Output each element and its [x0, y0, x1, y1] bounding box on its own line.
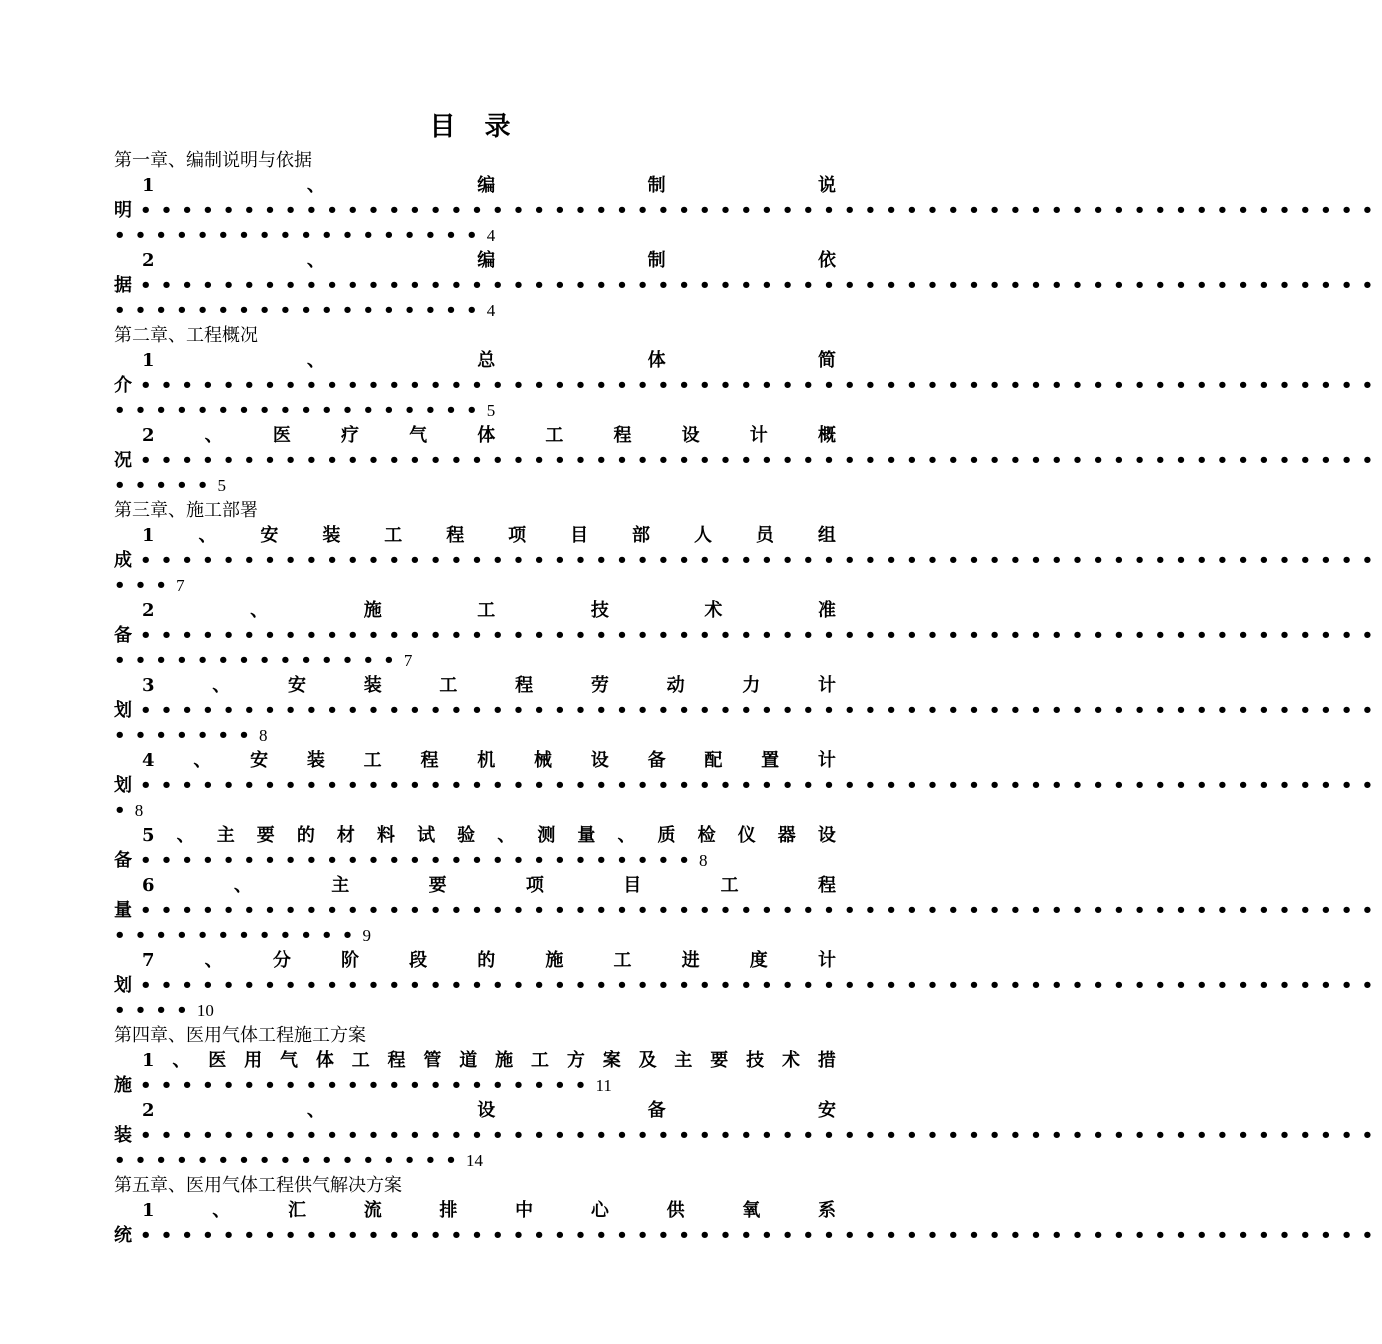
toc-entry-title-part: 技: [746, 1050, 765, 1071]
toc-entry-title-part: 项: [508, 525, 527, 546]
toc-entry-title-part: 分: [272, 950, 291, 971]
toc-entry-title-end: 介: [114, 375, 132, 396]
toc-entry-title-part: 配: [704, 750, 723, 771]
toc-entry-title-part: 主: [331, 875, 350, 896]
toc-entry-title-part: 医: [208, 1050, 227, 1071]
toc-entry-title-part: 要: [710, 1050, 729, 1071]
toc-entry-title-part: 员: [755, 525, 774, 546]
toc-entry-title-part: 系: [818, 1200, 836, 1221]
toc-page-number: 7: [176, 576, 185, 595]
toc-entry-title-part: 、: [193, 750, 212, 771]
toc-entry-title-part: 、: [198, 525, 217, 546]
toc-entry-title-part: 装: [363, 675, 382, 696]
toc-entry-page-line: [114, 1148, 836, 1173]
toc-entry-title-part: 装: [306, 750, 325, 771]
toc-entry-page-line: [114, 923, 836, 948]
toc-entry-title-part: 道: [459, 1050, 478, 1071]
toc-leader-dots: •••••••: [114, 725, 259, 746]
toc-entry-title-part: 1: [142, 525, 155, 546]
toc-leader-dots: ••••••••••••: [114, 925, 363, 946]
toc-entry-title-part: 检: [697, 825, 716, 846]
toc-entry-title-end: 据: [114, 275, 132, 296]
toc-leader-dots: ••••••••••••••••••••••••••••••••••••••••••••••••••••••••••••: [140, 275, 1382, 296]
toc-entry-title-part: 准: [818, 600, 836, 621]
toc-entry-title-part: 工: [363, 750, 382, 771]
toc-entry-title-part: 安: [250, 750, 269, 771]
toc-entry-title-part: 概: [817, 425, 836, 446]
table-of-contents: [114, 148, 1382, 1248]
toc-leader-dots: •••••••••••••••••••••••••••: [140, 850, 700, 871]
toc-entry-title-part: 备: [647, 1100, 666, 1121]
toc-entry-title-part: 阶: [340, 950, 359, 971]
toc-entry-title-part: 人: [693, 525, 712, 546]
toc-entry-title-part: 3: [142, 675, 155, 696]
toc-entry-title-part: 流: [363, 1200, 382, 1221]
toc-entry-title-part: 施: [363, 600, 382, 621]
toc-entry-title-line: [114, 348, 836, 373]
toc-entry-leader-line: [114, 623, 1382, 648]
toc-entry-title-part: 动: [666, 675, 685, 696]
toc-entry-title-part: 材: [336, 825, 355, 846]
toc-entry-page-line: [114, 648, 836, 673]
toc-entry-leader-line: [114, 848, 836, 873]
toc-leader-dots: ••••••••••••••••••••••: [140, 1075, 596, 1096]
toc-page-number: 4: [486, 226, 496, 245]
toc-leader-dots: •••: [114, 575, 177, 596]
toc-entry-page-line: [114, 723, 836, 748]
toc-entry-title-part: 、: [306, 350, 325, 371]
toc-entry-leader-line: [114, 198, 1382, 223]
toc-entry-title-line: [114, 948, 836, 973]
toc-entry-title-line: [114, 748, 836, 773]
toc-entry-title-part: 安: [287, 675, 306, 696]
toc-entry-title-part: 机: [477, 750, 496, 771]
toc-entry-title-part: 心: [590, 1200, 609, 1221]
toc-entry-title-part: 计: [817, 750, 836, 771]
toc-entry-title-part: 案: [602, 1050, 621, 1071]
toc-entry-page-line: [114, 998, 836, 1023]
toc-entry-title-part: 的: [477, 950, 496, 971]
toc-entry-title-part: 工: [351, 1050, 370, 1071]
toc-entry-title-part: 测: [537, 825, 556, 846]
toc-entry-title-part: 设: [477, 1100, 496, 1121]
toc-leader-dots: ••••••••••••••••••••••••••••••••••••••••••••••••••••••••••••: [140, 550, 1382, 571]
toc-entry-title-part: 2: [142, 1100, 155, 1121]
toc-page-number: 9: [362, 926, 371, 945]
toc-entry-title-part: 验: [457, 825, 476, 846]
toc-entry-title-part: 、: [306, 250, 325, 271]
toc-entry-title-part: 计: [818, 675, 836, 696]
toc-entry-title-part: 用: [244, 1050, 263, 1071]
toc-entry-title-part: 技: [590, 600, 609, 621]
toc-entry-title-part: 管: [423, 1050, 442, 1071]
toc-entry-title-line: [114, 423, 836, 448]
toc-entry-title-part: 工: [613, 950, 632, 971]
toc-entry-title-part: 说: [817, 175, 836, 196]
toc-page-number: 10: [196, 1001, 214, 1020]
toc-entry-title-part: 、: [497, 825, 516, 846]
toc-entry-leader-line: [114, 1223, 1382, 1248]
toc-entry-title-end: 施: [114, 1075, 132, 1096]
toc-entry-title-part: 术: [704, 600, 723, 621]
toc-page-number: 7: [403, 651, 413, 670]
toc-entry-title-part: 装: [322, 525, 341, 546]
toc-entry-title-part: 仪: [737, 825, 756, 846]
toc-entry-title-part: 工: [439, 675, 458, 696]
toc-entry-title-part: 编: [477, 175, 496, 196]
toc-entry-title-part: 排: [439, 1200, 458, 1221]
toc-entry-title-part: 程: [420, 750, 439, 771]
toc-page-number: 5: [217, 476, 227, 495]
toc-leader-dots: ••••••••••••••••••••••••••••••••••••••••••••••••••••••••••••: [140, 450, 1382, 471]
toc-entry-title-part: 程: [613, 425, 632, 446]
toc-entry-title-part: 1: [142, 1050, 155, 1071]
toc-entry-title-part: 7: [142, 950, 155, 971]
toc-entry-title-part: 进: [681, 950, 700, 971]
toc-entry-title-part: 施: [495, 1050, 514, 1071]
toc-entry-title-part: 主: [674, 1050, 693, 1071]
toc-entry-title-end: 装: [114, 1125, 132, 1146]
toc-entry-title-part: 、: [250, 600, 269, 621]
toc-entry-title-part: 、: [204, 425, 223, 446]
toc-entry-title-part: 工: [477, 600, 496, 621]
toc-entry-title-part: 计: [749, 425, 768, 446]
toc-entry-title-part: 要: [256, 825, 275, 846]
toc-entry-title-part: 施: [545, 950, 564, 971]
toc-entry-page-line: [114, 473, 836, 498]
toc-entry-title-end: 量: [114, 900, 132, 921]
toc-leader-dots: •••••: [114, 475, 218, 496]
toc-entry-title-part: 、: [172, 1050, 191, 1071]
toc-chapter-heading: 第五章、医用气体工程供气解决方案: [114, 1175, 402, 1196]
toc-entry-title-part: 制: [647, 175, 666, 196]
toc-entry-title-part: 量: [577, 825, 596, 846]
toc-entry-title-part: 1: [142, 1200, 155, 1221]
toc-entry-title-part: 体: [647, 350, 666, 371]
toc-entry-title-end: 况: [114, 450, 132, 471]
toc-entry-title-part: 医: [272, 425, 291, 446]
toc-entry-title-line: [114, 1048, 836, 1073]
toc-entry-page-line: [114, 298, 836, 323]
toc-leader-dots: ••••••••••••••••••••••••••••••••••••••••••••••••••••••••••••: [140, 1125, 1382, 1146]
toc-entry-title-end: 划: [114, 775, 132, 796]
toc-leader-dots: ••••••••••••••••••••••••••••••••••••••••••••••••••••••••••••: [140, 200, 1382, 221]
toc-entry-title-part: 、: [212, 1200, 231, 1221]
toc-entry-title-part: 氧: [742, 1200, 761, 1221]
toc-chapter-heading: 第三章、施工部署: [114, 500, 258, 521]
toc-entry-title-part: 劳: [590, 675, 609, 696]
toc-entry-title-part: 依: [817, 250, 836, 271]
toc-leader-dots: •••••••••••••••••: [114, 1150, 466, 1171]
toc-entry-title-part: 设: [681, 425, 700, 446]
toc-entry-title-part: 1: [142, 350, 155, 371]
toc-entry-title-line: [114, 1198, 836, 1223]
toc-entry-title-part: 1: [142, 175, 155, 196]
toc-entry-title-part: 工: [720, 875, 739, 896]
toc-entry-title-end: 备: [114, 625, 132, 646]
toc-page-number: 8: [699, 851, 708, 870]
toc-entry-title-part: 置: [761, 750, 780, 771]
toc-entry-title-part: 项: [525, 875, 544, 896]
toc-entry-title-line: [114, 523, 836, 548]
toc-leader-dots: ••••••••••••••••••••••••••••••••••••••••••••••••••••••••••••: [140, 1225, 1382, 1246]
toc-entry-title-part: 备: [647, 750, 666, 771]
toc-entry-title-part: 、: [176, 825, 195, 846]
toc-entry-leader-line: [114, 448, 1382, 473]
toc-entry-title-part: 目: [570, 525, 589, 546]
toc-entry-title-part: 工: [384, 525, 403, 546]
toc-entry-leader-line: [114, 698, 1382, 723]
toc-entry-title-part: 、: [306, 175, 325, 196]
toc-entry-title-part: 、: [204, 950, 223, 971]
toc-entry-title-part: 试: [417, 825, 436, 846]
toc-entry-title-line: [114, 873, 836, 898]
toc-entry-title-part: 供: [666, 1200, 685, 1221]
toc-entry-leader-line: [114, 273, 1382, 298]
toc-chapter-heading: 第四章、医用气体工程施工方案: [114, 1025, 366, 1046]
toc-leader-dots: ••••••••••••••••••: [114, 400, 487, 421]
toc-entry-page-line: [114, 398, 836, 423]
toc-entry-title-part: 力: [742, 675, 761, 696]
toc-entry-title-line: [114, 248, 836, 273]
toc-entry-title-part: 方: [566, 1050, 585, 1071]
toc-entry-title-part: 程: [387, 1050, 406, 1071]
toc-entry-title-part: 5: [142, 825, 155, 846]
toc-entry-title-part: 质: [657, 825, 676, 846]
toc-entry-title-line: [114, 173, 836, 198]
toc-entry-title-part: 、: [212, 675, 231, 696]
toc-page-number: 14: [465, 1151, 483, 1170]
toc-entry-title-part: 工: [530, 1050, 549, 1071]
toc-entry-page-line: [114, 573, 836, 598]
toc-entry-title-part: 2: [142, 425, 155, 446]
toc-entry-title-line: [114, 823, 836, 848]
toc-entry-title-part: 部: [632, 525, 651, 546]
toc-entry-page-line: [114, 223, 836, 248]
toc-leader-dots: •: [114, 800, 135, 821]
toc-chapter-heading: 第一章、编制说明与依据: [114, 150, 312, 171]
toc-entry-title-part: 制: [647, 250, 666, 271]
toc-leader-dots: ••••••••••••••••••: [114, 225, 487, 246]
toc-entry-title-part: 、: [617, 825, 636, 846]
toc-entry-title-part: 设: [817, 825, 836, 846]
toc-entry-title-part: 安: [817, 1100, 836, 1121]
toc-leader-dots: ••••••••••••••••••••••••••••••••••••••••••••••••••••••••••••: [140, 375, 1382, 396]
toc-leader-dots: ••••••••••••••••••••••••••••••••••••••••••••••••••••••••••••: [140, 625, 1382, 646]
toc-entry-title-part: 及: [638, 1050, 657, 1071]
toc-entry-title-part: 、: [233, 875, 252, 896]
toc-leader-dots: ••••••••••••••••••••••••••••••••••••••••••••••••••••••••••••: [140, 900, 1382, 921]
toc-entry-title-part: 要: [428, 875, 447, 896]
toc-leader-dots: ••••••••••••••••••: [114, 300, 487, 321]
toc-entry-title-part: 程: [446, 525, 465, 546]
toc-entry-title-end: 备: [114, 850, 132, 871]
toc-entry-title-part: 计: [817, 950, 836, 971]
toc-entry-title-part: 编: [477, 250, 496, 271]
toc-entry-title-line: [114, 1098, 836, 1123]
toc-entry-leader-line: [114, 773, 1382, 798]
toc-entry-title-part: 术: [782, 1050, 800, 1071]
toc-entry-title-part: 工: [545, 425, 564, 446]
toc-entry-leader-line: [114, 973, 1382, 998]
toc-page-number: 4: [486, 301, 496, 320]
toc-entry-leader-line: [114, 373, 1382, 398]
toc-entry-leader-line: [114, 898, 1382, 923]
toc-entry-title-part: 程: [817, 875, 836, 896]
toc-entry-title-end: 划: [114, 975, 132, 996]
toc-page-number: 8: [134, 801, 144, 820]
toc-page-number: 11: [595, 1076, 612, 1095]
toc-entry-title-part: 设: [590, 750, 609, 771]
toc-entry-title-part: 安: [260, 525, 279, 546]
toc-entry-title-part: 简: [817, 350, 836, 371]
toc-entry-leader-line: [114, 1073, 836, 1098]
toc-entry-title-part: 4: [142, 750, 155, 771]
toc-entry-title-part: 程: [515, 675, 534, 696]
toc-entry-title-part: 械: [534, 750, 552, 771]
toc-entry-title-part: 6: [142, 875, 155, 896]
toc-entry-title-part: 主: [216, 825, 235, 846]
toc-entry-title-part: 2: [142, 250, 155, 271]
page-title: 目 录: [429, 112, 521, 142]
toc-entry-title-part: 总: [477, 350, 496, 371]
toc-entry-title-end: 划: [114, 700, 132, 721]
toc-entry-title-part: 组: [817, 525, 836, 546]
toc-entry-title-line: [114, 598, 836, 623]
toc-entry-title-part: 汇: [287, 1200, 306, 1221]
toc-entry-leader-line: [114, 548, 1382, 573]
toc-page-number: 5: [486, 401, 496, 420]
toc-entry-title-part: 气: [279, 1050, 298, 1071]
toc-entry-title-line: [114, 673, 836, 698]
toc-leader-dots: ••••: [114, 1000, 197, 1021]
toc-entry-title-end: 统: [114, 1225, 132, 1246]
toc-chapter-heading: 第二章、工程概况: [114, 325, 258, 346]
toc-entry-title-part: 气: [409, 425, 428, 446]
toc-leader-dots: ••••••••••••••: [114, 650, 404, 671]
toc-entry-title-end: 成: [114, 550, 132, 571]
toc-entry-title-part: 目: [623, 875, 642, 896]
toc-entry-title-part: 中: [515, 1200, 534, 1221]
toc-entry-title-part: 措: [817, 1050, 836, 1071]
toc-entry-title-part: 料: [377, 825, 395, 846]
toc-entry-title-part: 、: [306, 1100, 325, 1121]
toc-entry-title-part: 度: [749, 950, 768, 971]
toc-entry-title-end: 明: [114, 200, 132, 221]
toc-entry-leader-line: [114, 1123, 1382, 1148]
toc-page-number: 8: [258, 726, 268, 745]
toc-entry-page-line: [114, 798, 836, 823]
toc-entry-title-part: 器: [777, 825, 796, 846]
toc-entry-title-part: 体: [477, 425, 496, 446]
toc-leader-dots: ••••••••••••••••••••••••••••••••••••••••••••••••••••••••••••: [140, 700, 1382, 721]
toc-entry-title-part: 段: [409, 950, 428, 971]
toc-leader-dots: ••••••••••••••••••••••••••••••••••••••••••••••••••••••••••••: [140, 975, 1382, 996]
toc-entry-title-part: 的: [296, 825, 315, 846]
toc-entry-title-part: 疗: [340, 425, 359, 446]
toc-entry-title-part: 体: [315, 1050, 334, 1071]
toc-entry-title-part: 2: [142, 600, 155, 621]
toc-leader-dots: ••••••••••••••••••••••••••••••••••••••••••••••••••••••••••••: [140, 775, 1382, 796]
